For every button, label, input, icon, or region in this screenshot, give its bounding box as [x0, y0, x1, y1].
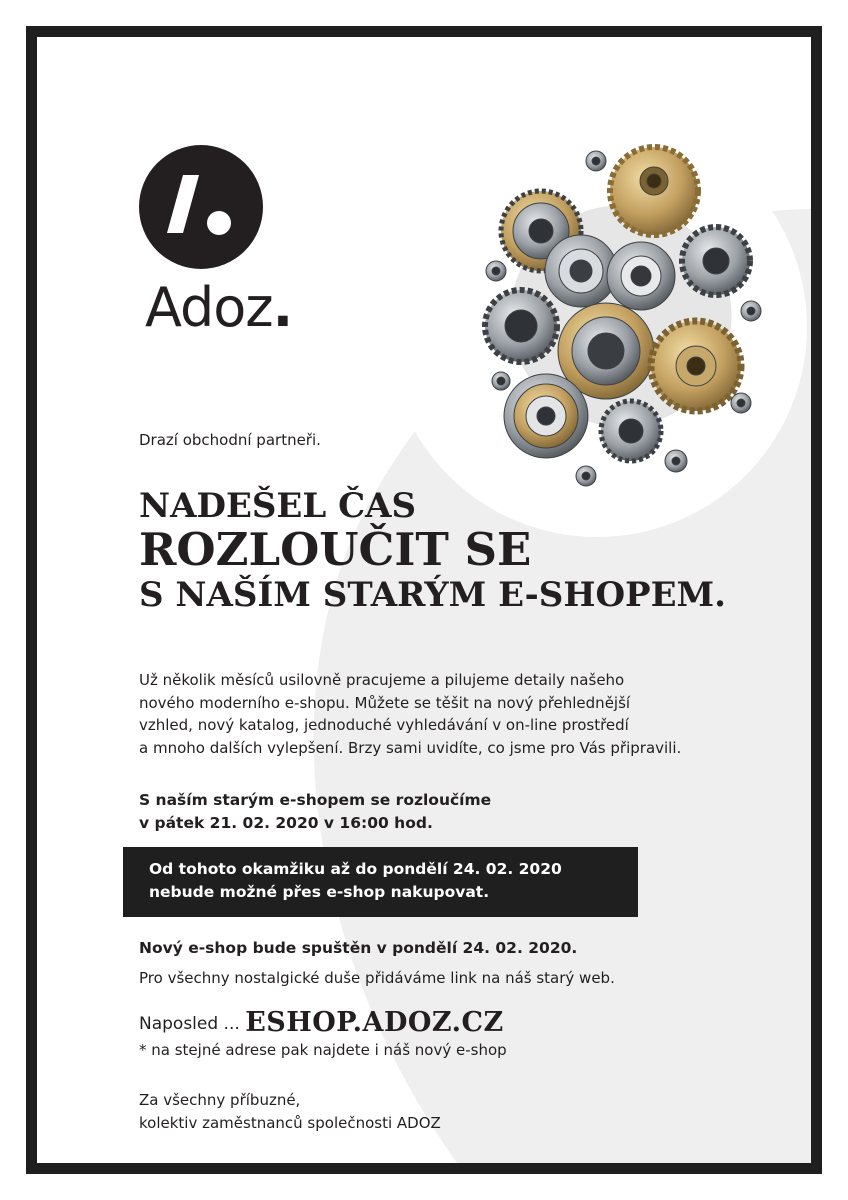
closing-notice-line-2: v pátek 21. 02. 2020 v 16:00 hod. [139, 814, 433, 832]
adoz-logo-icon [139, 145, 263, 269]
footnote: * na stejné adrese pak najdete i náš nový e-shop [139, 1041, 507, 1059]
closing-notice [139, 789, 491, 835]
signature [139, 1089, 441, 1134]
link-prefix: Naposled ... [139, 1014, 246, 1034]
brand-name: Adoz. [145, 276, 293, 339]
nostalgic-note: Pro všechny nostalgické duše přidáváme link na náš starý web. [139, 969, 615, 987]
letter-sheet [37, 37, 811, 1163]
paragraph-line: a mnoho dalších vylepšení. Brzy sami uvidíte, co jsme pro Vás připravili. [139, 738, 682, 757]
paragraph-line: nového moderního e-shopu. Můžete se těšit na nový přehlednější [139, 693, 631, 712]
headline [139, 486, 727, 615]
old-shop-link-line [139, 1007, 504, 1038]
banner-line-1: Od tohoto okamžiku až do pondělí 24. 02. 2020 [149, 860, 562, 878]
intro-paragraph [139, 669, 799, 759]
greeting: Drazí obchodní partneři. [139, 431, 321, 449]
signature-line-2: kolektiv zaměstnanců společnosti ADOZ [139, 1113, 441, 1132]
signature-line-1: Za všechny příbuzné, [139, 1091, 301, 1109]
launch-notice: Nový e-shop bude spuštěn v pondělí 24. 02. 2020. [139, 939, 578, 957]
paragraph-line: Už několik měsíců usilovně pracujeme a pilujeme detaily našeho [139, 671, 625, 689]
headline-line-3: S NAŠÍM STARÝM E-SHOPEM. [139, 575, 727, 615]
headline-line-1: NADEŠEL ČAS [139, 486, 417, 526]
closing-notice-line-1: S naším starým e-shopem se rozloučíme [139, 791, 492, 809]
paragraph-line: vzhled, nový katalog, jednoduché vyhledávání v on-line prostředí [139, 716, 629, 734]
gears-photo [471, 141, 771, 491]
shop-unavailable-banner [123, 847, 638, 917]
page-frame [26, 26, 822, 1174]
headline-line-2: ROZLOUČIT SE [139, 523, 532, 576]
banner-line-2: nebude možné přes e-shop nakupovat. [149, 883, 490, 901]
eshop-url-link[interactable]: ESHOP.ADOZ.CZ [245, 1007, 504, 1038]
